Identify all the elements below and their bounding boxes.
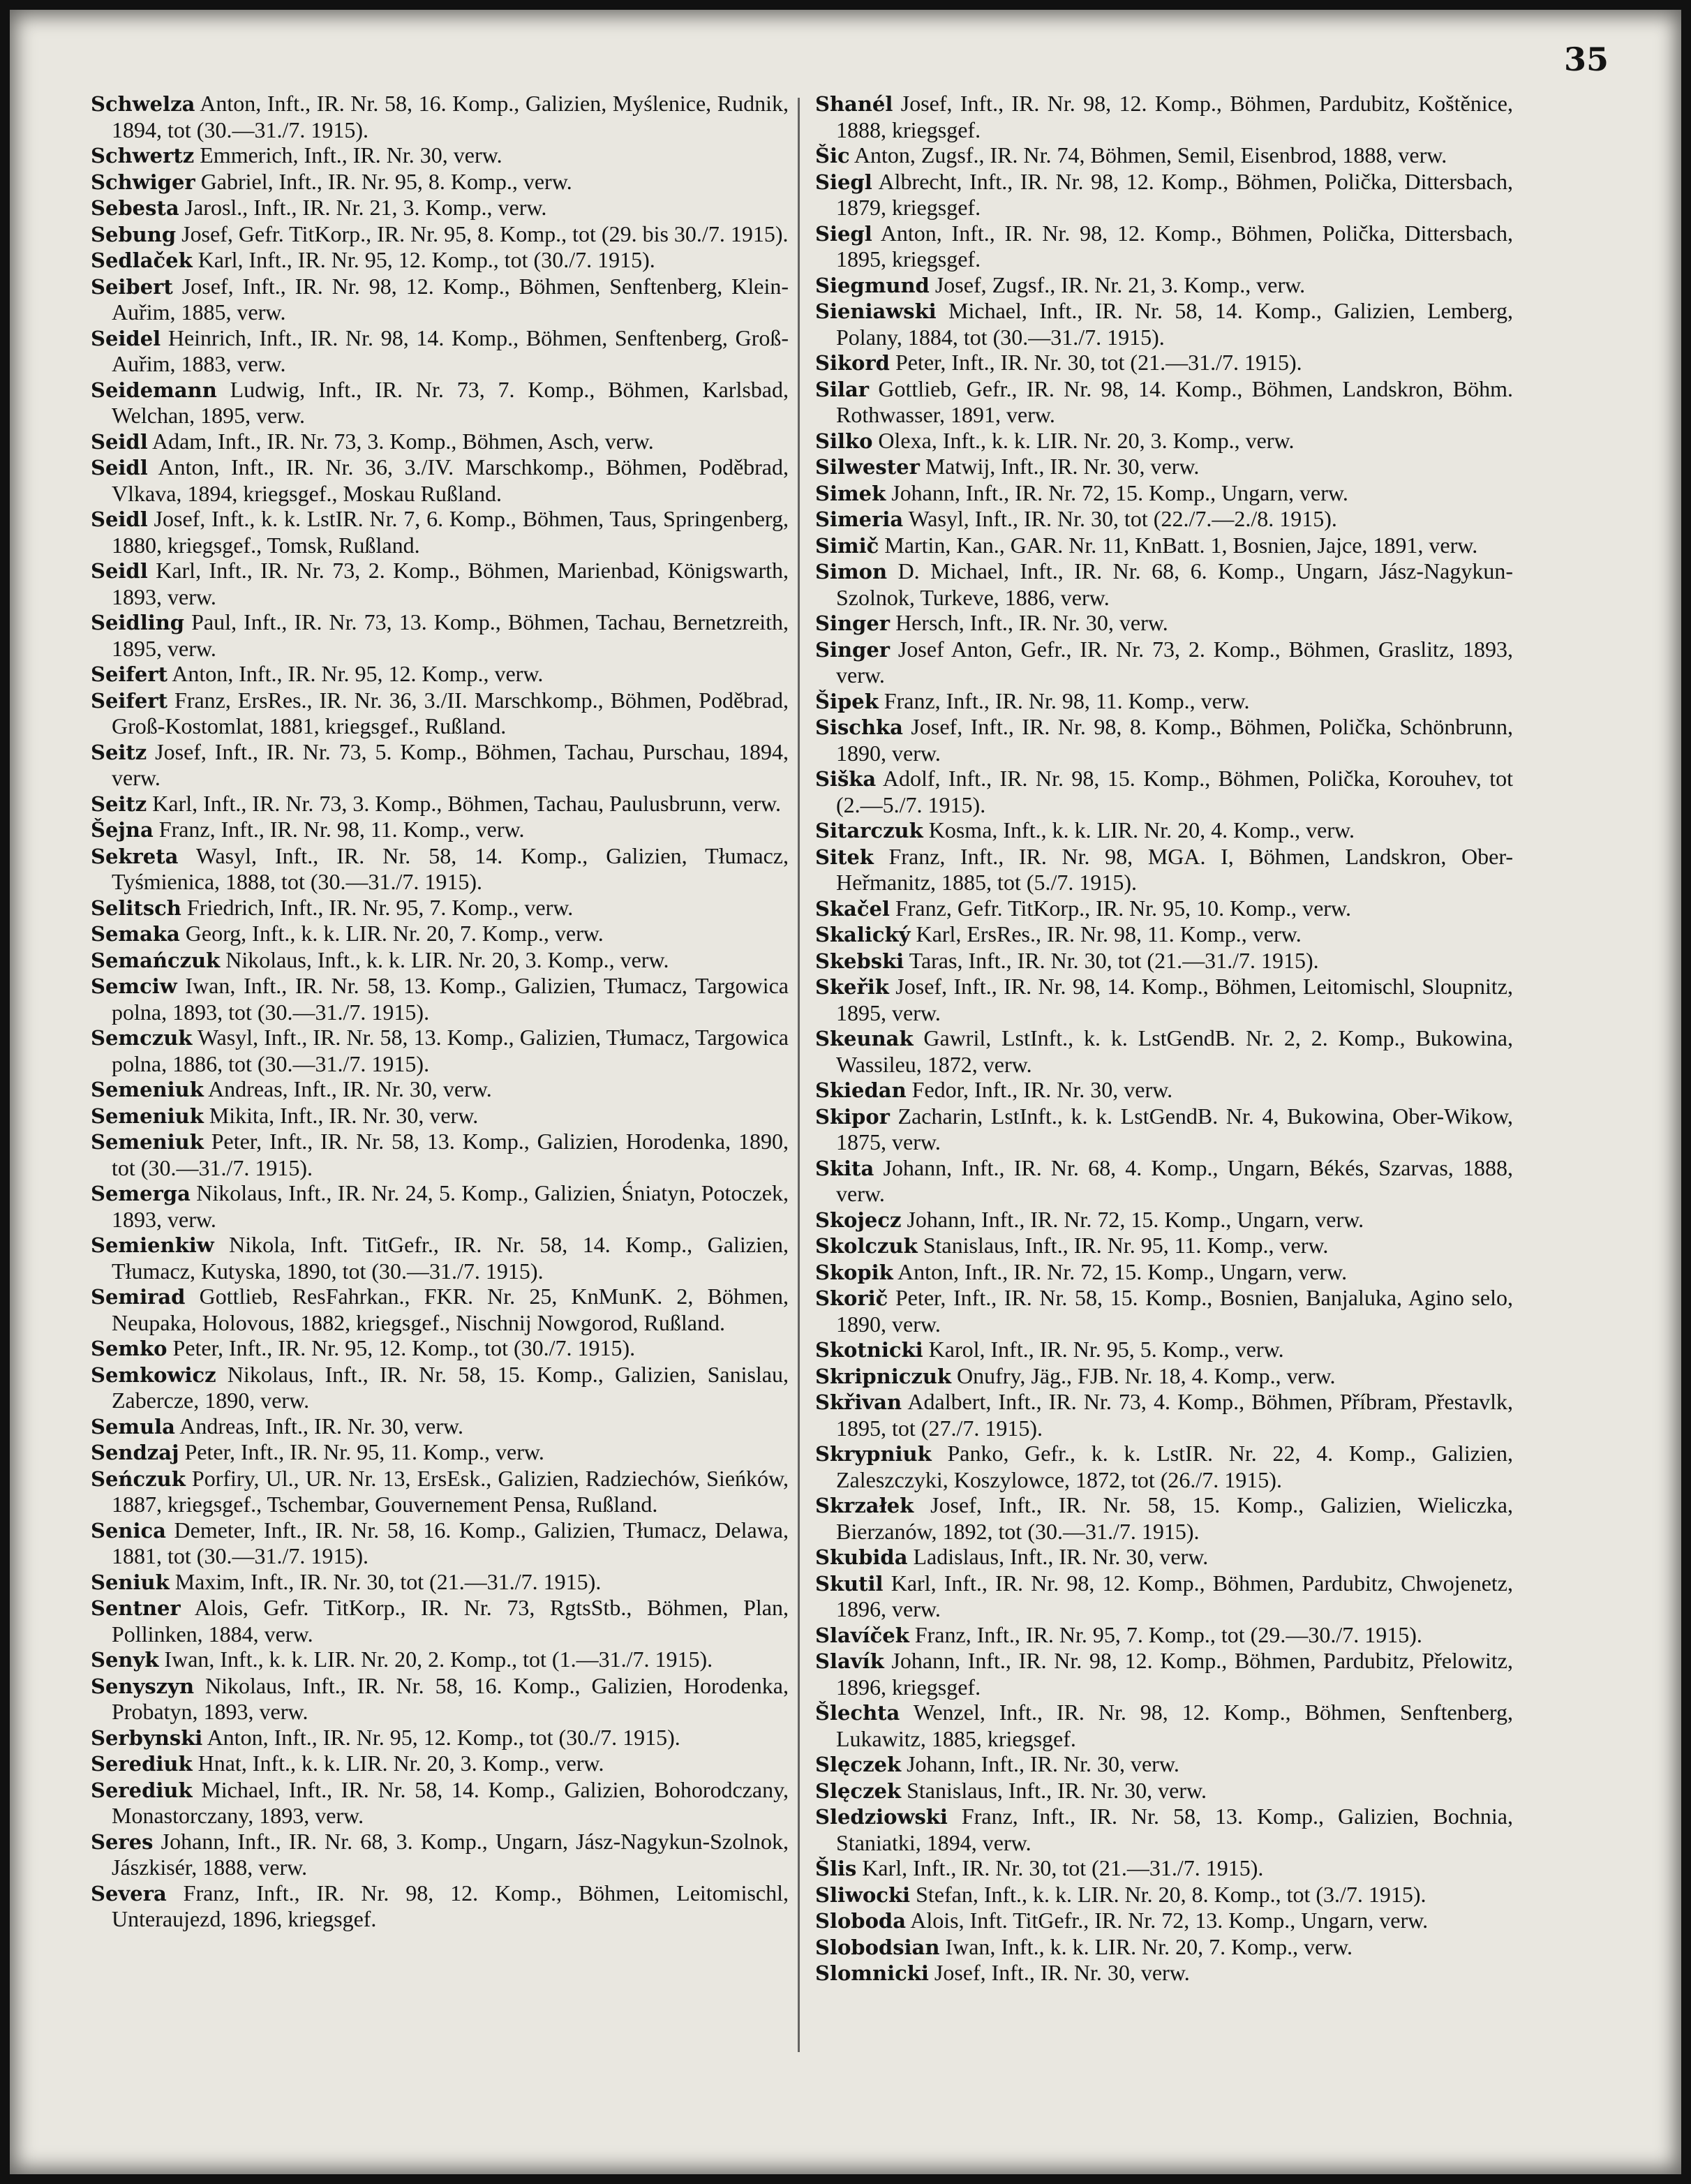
entry-details: Peter, Inft., IR. Nr. 95, 12. Komp., tot (30./7. 1915). — [167, 1335, 636, 1360]
register-entry — [815, 1285, 1513, 1337]
register-entry — [91, 1466, 789, 1517]
register-entry — [91, 1025, 789, 1076]
register-entry — [815, 1155, 1513, 1207]
entry-details: Mikita, Inft., IR. Nr. 30, verw. — [203, 1102, 479, 1128]
entry-surname: Skorič — [815, 1286, 888, 1310]
entry-surname: Skeřik — [815, 975, 889, 999]
entry-details: Franz, Inft., IR. Nr. 98, 11. Komp., verw. — [153, 817, 525, 842]
register-entry — [91, 142, 789, 169]
entry-details: Adolf, Inft., IR. Nr. 98, 15. Komp., Böhmen, Polička, Korouhev, tot (2.—5./7. 1915). — [836, 766, 1513, 817]
register-entry — [91, 1647, 789, 1673]
register-entry — [91, 1362, 789, 1413]
register-entry — [815, 1025, 1513, 1077]
entry-details: Maxim, Inft., IR. Nr. 30, tot (21.—31./7. 1915). — [169, 1568, 602, 1594]
entry-details: Josef, Gefr. TitKorp., IR. Nr. 95, 8. Komp., tot (29. bis 30./7. 1915). — [176, 221, 789, 246]
entry-details: Stanislaus, Inft., IR. Nr. 95, 11. Komp., verw. — [917, 1233, 1329, 1258]
entry-details: Franz, Inft., IR. Nr. 58, 13. Komp., Galizien, Bochnia, Staniatki, 1894, verw. — [836, 1804, 1513, 1855]
entry-surname: Seidl — [91, 456, 148, 480]
entry-details: Panko, Gefr., k. k. LstIR. Nr. 22, 4. Komp., Galizien, Zaleszczyki, Koszylowce, 1872, tot (26./7. 1915). — [836, 1441, 1513, 1492]
entry-details: Anton, Inft., IR. Nr. 36, 3./IV. Marschkomp., Böhmen, Poděbrad, Vlkava, 1894, kriegsgef., Moskau Rußland. — [112, 454, 789, 506]
entry-details: Kosma, Inft., k. k. LIR. Nr. 20, 4. Komp., verw. — [923, 817, 1355, 842]
entry-surname: Seńczuk — [91, 1466, 186, 1491]
entry-details: Friedrich, Inft., IR. Nr. 95, 7. Komp., verw. — [181, 894, 574, 920]
register-entry — [815, 1622, 1513, 1649]
register-entry — [815, 298, 1513, 350]
register-entry — [815, 1077, 1513, 1104]
entry-details: Josef, Inft., IR. Nr. 73, 5. Komp., Böhmen, Tachau, Purschau, 1894, verw. — [112, 738, 789, 790]
entry-details: Paul, Inft., IR. Nr. 73, 13. Komp., Böhmen, Tachau, Bernetzreith, 1895, verw. — [112, 609, 789, 661]
entry-surname: Seidling — [91, 611, 185, 634]
register-entry — [815, 1882, 1513, 1908]
register-entry — [91, 1129, 789, 1180]
entry-details: Josef, Inft., k. k. LstIR. Nr. 7, 6. Komp., Böhmen, Taus, Springenberg, 1880, kriegsgef., Tomsk, Rußland. — [112, 506, 789, 558]
register-entry — [91, 1180, 789, 1232]
entry-details: Anton, Zugsf., IR. Nr. 74, Böhmen, Semil, Eisenbrod, 1888, verw. — [849, 142, 1447, 168]
entry-surname: Slęczek — [815, 1753, 902, 1776]
entry-details: Johann, Inft., IR. Nr. 30, verw. — [901, 1751, 1179, 1776]
entry-details: Josef, Inft., IR. Nr. 98, 14. Komp., Böhmen, Leitomischl, Sloupnitz, 1895, verw. — [836, 974, 1513, 1025]
entry-details: Michael, Inft., IR. Nr. 58, 14. Komp., Galizien, Bohorodczany, Monastorczany, 1893, verw. — [112, 1776, 789, 1828]
entry-surname: Semerga — [91, 1182, 191, 1205]
entry-surname: Selitsch — [91, 896, 181, 920]
entry-surname: Silar — [815, 377, 870, 401]
register-entry — [815, 506, 1513, 533]
entry-details: Peter, Inft., IR. Nr. 95, 11. Komp., verw. — [179, 1439, 544, 1464]
register-entry — [91, 1413, 789, 1440]
entry-details: Ludwig, Inft., IR. Nr. 73, 7. Komp., Böhmen, Karlsbad, Welchan, 1895, verw. — [112, 376, 789, 428]
entry-details: Porfiry, Ul., UR. Nr. 13, ErsEsk., Galizien, Radziechów, Sieńków, 1887, kriegsgef., Tschembar, Gouvernement Pensa, Rußland. — [112, 1465, 789, 1517]
entry-details: Josef, Inft., IR. Nr. 58, 15. Komp., Galizien, Wieliczka, Bierzanów, 1892, tot (30.—31./7. 1915). — [836, 1492, 1513, 1544]
entry-details: Karl, Inft., IR. Nr. 73, 2. Komp., Böhmen, Marienbad, Königswarth, 1893, verw. — [112, 558, 789, 609]
entry-details: Peter, Inft., IR. Nr. 30, tot (21.—31./7. 1915). — [889, 350, 1302, 375]
register-entry — [815, 480, 1513, 507]
entry-surname: Sebesta — [91, 196, 179, 220]
register-entry — [815, 1570, 1513, 1622]
entry-surname: Šic — [815, 144, 850, 168]
entry-surname: Slavíček — [815, 1623, 909, 1647]
register-entry — [91, 1777, 789, 1829]
register-entry — [815, 1233, 1513, 1259]
register-entry — [815, 1441, 1513, 1492]
entry-surname: Semienkiw — [91, 1233, 214, 1257]
register-entry — [815, 428, 1513, 454]
entry-details: Karol, Inft., IR. Nr. 95, 5. Komp., verw. — [923, 1337, 1284, 1362]
entry-details: Stefan, Inft., k. k. LIR. Nr. 20, 8. Komp., tot (3./7. 1915). — [910, 1881, 1426, 1907]
register-entry — [91, 688, 789, 739]
register-entry — [815, 1648, 1513, 1700]
entry-details: Taras, Inft., IR. Nr. 30, tot (21.—31./7. 1915). — [904, 947, 1319, 973]
entry-details: Gottlieb, Gefr., IR. Nr. 98, 14. Komp., Böhmen, Landskron, Böhm. Rothwasser, 1891, verw. — [836, 376, 1513, 427]
register-entry — [91, 1751, 789, 1777]
entry-surname: Skutil — [815, 1571, 884, 1596]
entry-surname: Siegl — [815, 170, 872, 194]
entry-details: Karl, Inft., IR. Nr. 73, 3. Komp., Böhmen, Tachau, Paulusbrunn, verw. — [147, 790, 782, 816]
register-entry — [91, 325, 789, 377]
entry-surname: Schwiger — [91, 170, 195, 194]
register-entry — [91, 169, 789, 195]
register-entry — [91, 1284, 789, 1335]
entry-details: Matwij, Inft., IR. Nr. 30, verw. — [919, 454, 1200, 479]
register-entry — [815, 1207, 1513, 1233]
register-entry — [815, 1804, 1513, 1855]
entry-details: Peter, Inft., IR. Nr. 58, 13. Komp., Galizien, Horodenka, 1890, tot (30.—31./7. 1915). — [112, 1129, 789, 1180]
entry-details: Adalbert, Inft., IR. Nr. 73, 4. Komp., Böhmen, Příbram, Přestavlk, 1895, tot (27./7. 1915). — [836, 1389, 1513, 1441]
entry-details: D. Michael, Inft., IR. Nr. 68, 6. Komp., Ungarn, Jász-Nagykun-Szolnok, Turkeve, 1886, verw. — [836, 558, 1513, 610]
entry-surname: Skalický — [815, 923, 911, 946]
entry-surname: Schwelza — [91, 92, 195, 116]
entry-details: Gottlieb, ResFahrkan., FKR. Nr. 25, KnMunK. 2, Böhmen, Neupaka, Holovous, 1882, kriegsgef., Nischnij Nowgorod, Rußland. — [112, 1284, 789, 1335]
entry-surname: Sikord — [815, 351, 890, 375]
entry-surname: Senyszyn — [91, 1674, 195, 1698]
entry-surname: Semaka — [91, 922, 180, 946]
register-entry — [91, 895, 789, 921]
entry-details: Karl, Inft., IR. Nr. 95, 12. Komp., tot (30./7. 1915). — [192, 247, 655, 272]
register-entry — [91, 947, 789, 974]
entry-details: Michael, Inft., IR. Nr. 58, 14. Komp., Galizien, Lemberg, Polany, 1884, tot (30.—31./7. 1915). — [836, 298, 1513, 350]
entry-details: Johann, Inft., IR. Nr. 98, 12. Komp., Böhmen, Pardubitz, Přelowitz, 1896, kriegsgef. — [836, 1648, 1513, 1700]
entry-surname: Skřivan — [815, 1390, 902, 1414]
register-entry — [815, 1908, 1513, 1934]
entry-surname: Severa — [91, 1881, 167, 1906]
register-entry — [815, 221, 1513, 272]
entry-details: Georg, Inft., k. k. LIR. Nr. 20, 7. Komp., verw. — [179, 921, 604, 946]
entry-surname: Sischka — [815, 715, 903, 739]
entry-surname: Skojecz — [815, 1208, 902, 1232]
register-entry — [91, 661, 789, 688]
entry-details: Anton, Inft., IR. Nr. 95, 12. Komp., verw. — [167, 661, 544, 686]
entry-details: Karl, Inft., IR. Nr. 30, tot (21.—31./7. 1915). — [856, 1855, 1264, 1880]
register-entry — [91, 817, 789, 843]
register-entry — [91, 1103, 789, 1129]
register-entry — [815, 921, 1513, 948]
register-entry — [91, 843, 789, 895]
entry-details: Iwan, Inft., k. k. LIR. Nr. 20, 7. Komp., verw. — [939, 1933, 1353, 1959]
register-entry — [91, 609, 789, 661]
entry-surname: Skipor — [815, 1104, 890, 1129]
entry-surname: Seidemann — [91, 378, 217, 402]
entry-details: Karl, Inft., IR. Nr. 98, 12. Komp., Böhmen, Pardubitz, Chwojenetz, 1896, verw. — [836, 1570, 1513, 1621]
entry-surname: Slavík — [815, 1649, 884, 1673]
entry-details: Johann, Inft., IR. Nr. 72, 15. Komp., Ungarn, verw. — [901, 1206, 1364, 1232]
register-entry — [91, 274, 789, 325]
entry-surname: Schwertz — [91, 144, 195, 168]
entry-surname: Semciw — [91, 974, 177, 998]
entry-surname: Skrzałek — [815, 1494, 914, 1517]
register-entry — [815, 766, 1513, 817]
entry-details: Onufry, Jäg., FJB. Nr. 18, 4. Komp., verw. — [951, 1362, 1336, 1388]
column-left — [91, 91, 789, 1932]
entry-surname: Serediuk — [91, 1752, 193, 1776]
entry-details: Peter, Inft., IR. Nr. 58, 15. Komp., Bosnien, Banjaluka, Agino selo, 1890, verw. — [836, 1285, 1513, 1337]
entry-surname: Senica — [91, 1518, 166, 1543]
entry-surname: Skeunak — [815, 1027, 914, 1050]
entry-details: Wenzel, Inft., IR. Nr. 98, 12. Komp., Böhmen, Senftenberg, Lukawitz, 1885, kriegsgef. — [836, 1700, 1513, 1751]
register-entry — [91, 1880, 789, 1932]
entry-details: Adam, Inft., IR. Nr. 73, 3. Komp., Böhmen, Asch, verw. — [147, 428, 654, 454]
entry-surname: Skačel — [815, 896, 890, 921]
register-entry — [91, 973, 789, 1025]
register-entry — [815, 817, 1513, 844]
register-entry — [815, 1934, 1513, 1961]
register-entry — [815, 1104, 1513, 1155]
register-entry — [91, 429, 789, 455]
register-entry — [815, 1855, 1513, 1882]
entry-surname: Sentner — [91, 1596, 181, 1620]
entry-surname: Sebung — [91, 222, 177, 246]
register-entry — [91, 1569, 789, 1596]
column-right — [815, 91, 1513, 1986]
entry-details: Ladislaus, Inft., IR. Nr. 30, verw. — [907, 1544, 1209, 1569]
entry-details: Johann, Inft., IR. Nr. 68, 3. Komp., Ungarn, Jász-Nagykun-Szolnok, Jászkisér, 1888, verw. — [112, 1828, 789, 1880]
register-entry — [91, 195, 789, 221]
entry-details: Anton, Inft., IR. Nr. 95, 12. Komp., tot (30./7. 1915). — [202, 1724, 680, 1750]
register-entry — [815, 1960, 1513, 1986]
entry-surname: Slobodsian — [815, 1935, 940, 1959]
entry-surname: Sledziowski — [815, 1805, 948, 1829]
entry-surname: Singer — [815, 611, 891, 635]
entry-surname: Sendzaj — [91, 1441, 179, 1464]
entry-surname: Skita — [815, 1156, 874, 1180]
entry-surname: Skebski — [815, 949, 904, 973]
register-entry — [815, 91, 1513, 142]
register-entry — [815, 1363, 1513, 1390]
entry-details: Wasyl, Inft., IR. Nr. 30, tot (22./7.—2./8. 1915). — [903, 506, 1337, 531]
entry-details: Gawril, LstInft., k. k. LstGendB. Nr. 2, 2. Komp., Bukowina, Wassileu, 1872, verw. — [836, 1025, 1513, 1077]
entry-surname: Semirad — [91, 1285, 186, 1309]
entry-surname: Semczuk — [91, 1026, 193, 1050]
page-number: 35 — [1563, 40, 1609, 78]
entry-details: Demeter, Inft., IR. Nr. 58, 16. Komp., Galizien, Tłumacz, Delawa, 1881, tot (30.—31./7. 1915). — [112, 1517, 789, 1568]
entry-surname: Semeniuk — [91, 1078, 204, 1101]
entry-surname: Seifert — [91, 662, 168, 686]
register-entry — [815, 844, 1513, 896]
entry-details: Gabriel, Inft., IR. Nr. 95, 8. Komp., verw. — [195, 168, 572, 194]
register-entry — [815, 350, 1513, 376]
entry-details: Karl, ErsRes., IR. Nr. 98, 11. Komp., verw. — [910, 921, 1302, 946]
register-entry — [815, 1700, 1513, 1751]
entry-surname: Seidel — [91, 326, 161, 350]
register-entry — [91, 1725, 789, 1751]
register-entry — [91, 91, 789, 142]
entry-surname: Seidl — [91, 429, 148, 454]
entry-details: Heinrich, Inft., IR. Nr. 98, 14. Komp., Böhmen, Senftenberg, Groß-Auřim, 1883, verw. — [112, 325, 789, 376]
register-entry — [815, 896, 1513, 922]
entry-surname: Serbynski — [91, 1725, 203, 1750]
register-entry — [91, 1439, 789, 1466]
entry-details: Zacharin, LstInft., k. k. LstGendB. Nr. 4, Bukowina, Ober-Wikow, 1875, verw. — [836, 1103, 1513, 1154]
register-entry — [815, 714, 1513, 766]
entry-details: Franz, ErsRes., IR. Nr. 36, 3./II. Marschkomp., Böhmen, Poděbrad, Groß-Kostomlat, 1881, kriegsgef., Rußland. — [112, 687, 789, 738]
entry-details: Josef, Inft., IR. Nr. 98, 12. Komp., Böhmen, Pardubitz, Koštěnice, 1888, kriegsgef. — [836, 91, 1513, 142]
register-entry — [815, 558, 1513, 610]
register-entry — [91, 506, 789, 558]
register-entry — [815, 533, 1513, 559]
entry-details: Stanislaus, Inft., IR. Nr. 30, verw. — [901, 1777, 1207, 1803]
register-entry — [815, 610, 1513, 637]
entry-surname: Seidl — [91, 507, 148, 531]
entry-details: Franz, Inft., IR. Nr. 98, MGA. I, Böhmen, Landskron, Ober-Heřmanitz, 1885, tot (5./7. 1915). — [836, 843, 1513, 895]
register-entry — [815, 454, 1513, 480]
register-entry — [815, 637, 1513, 688]
entry-details: Iwan, Inft., k. k. LIR. Nr. 20, 2. Komp., tot (1.—31./7. 1915). — [158, 1647, 713, 1672]
entry-details: Johann, Inft., IR. Nr. 72, 15. Komp., Ungarn, verw. — [886, 480, 1348, 505]
register-entry — [815, 1492, 1513, 1544]
entry-details: Franz, Gefr. TitKorp., IR. Nr. 95, 10. Komp., verw. — [889, 895, 1351, 921]
register-entry — [91, 558, 789, 609]
register-entry — [91, 1335, 789, 1362]
register-entry — [815, 142, 1513, 169]
entry-surname: Simeria — [815, 507, 904, 531]
entry-details: Nikolaus, Inft., IR. Nr. 58, 16. Komp., Galizien, Horodenka, Probatyn, 1893, verw. — [112, 1672, 789, 1724]
entry-details: Iwan, Inft., IR. Nr. 58, 13. Komp., Galizien, Tłumacz, Targowica polna, 1893, tot (30.—31./7. 1915). — [112, 973, 789, 1025]
register-entry — [815, 1337, 1513, 1363]
entry-details: Franz, Inft., IR. Nr. 95, 7. Komp., tot (29.—30./7. 1915). — [909, 1621, 1422, 1647]
entry-details: Wasyl, Inft., IR. Nr. 58, 13. Komp., Galizien, Tłumacz, Targowica polna, 1886, tot (30.—31./7. 1915). — [112, 1025, 789, 1076]
entry-surname: Simek — [815, 481, 886, 505]
entry-surname: Seifert — [91, 688, 168, 713]
entry-details: Johann, Inft., IR. Nr. 68, 4. Komp., Ungarn, Békés, Szarvas, 1888, verw. — [836, 1154, 1513, 1206]
register-entry — [815, 1751, 1513, 1778]
entry-surname: Serediuk — [91, 1778, 193, 1802]
column-divider — [798, 98, 800, 2052]
register-entry — [815, 948, 1513, 974]
entry-surname: Semko — [91, 1337, 167, 1360]
register-entry — [815, 974, 1513, 1025]
entry-surname: Sliwocki — [815, 1882, 911, 1907]
entry-surname: Seniuk — [91, 1570, 170, 1594]
entry-surname: Sekreta — [91, 844, 179, 868]
entry-details: Emmerich, Inft., IR. Nr. 30, verw. — [194, 142, 502, 168]
entry-surname: Šlechta — [815, 1701, 900, 1725]
entry-surname: Šejna — [91, 818, 154, 842]
entry-details: Wasyl, Inft., IR. Nr. 58, 14. Komp., Galizien, Tłumacz, Tyśmienica, 1888, tot (30.—31./7. 1915). — [112, 842, 789, 894]
entry-details: Josef, Inft., IR. Nr. 98, 8. Komp., Böhmen, Polička, Schönbrunn, 1890, verw. — [836, 714, 1513, 766]
register-entry — [815, 688, 1513, 715]
entry-surname: Seitz — [91, 792, 147, 816]
entry-details: Andreas, Inft., IR. Nr. 30, verw. — [203, 1076, 492, 1101]
entry-details: Nikolaus, Inft., IR. Nr. 24, 5. Komp., Galizien, Śniatyn, Potoczek, 1893, verw. — [112, 1180, 789, 1232]
entry-surname: Seres — [91, 1829, 154, 1854]
register-entry — [91, 221, 789, 248]
register-entry — [91, 1076, 789, 1103]
entry-details: Josef, Zugsf., IR. Nr. 21, 3. Komp., verw. — [929, 272, 1306, 297]
register-entry — [91, 1517, 789, 1569]
entry-surname: Silko — [815, 429, 873, 453]
entry-surname: Skolczuk — [815, 1234, 918, 1258]
register-entry — [91, 454, 789, 506]
entry-surname: Semula — [91, 1414, 175, 1439]
entry-surname: Sloboda — [815, 1909, 906, 1933]
entry-details: Jarosl., Inft., IR. Nr. 21, 3. Komp., verw. — [179, 195, 547, 220]
register-entry — [91, 739, 789, 791]
register-entry — [91, 921, 789, 947]
register-entry — [91, 377, 789, 429]
entry-details: Josef, Inft., IR. Nr. 98, 12. Komp., Böhmen, Senftenberg, Klein-Auřim, 1885, verw. — [112, 273, 789, 325]
entry-details: Nikolaus, Inft., IR. Nr. 58, 15. Komp., Galizien, Sanislau, Zabercze, 1890, verw. — [112, 1361, 789, 1413]
register-entry — [91, 1829, 789, 1880]
entry-details: Alois, Inft. TitGefr., IR. Nr. 72, 13. Komp., Ungarn, verw. — [906, 1908, 1429, 1933]
entry-details: Hersch, Inft., IR. Nr. 30, verw. — [890, 610, 1168, 635]
entry-surname: Semeniuk — [91, 1104, 204, 1128]
register-entry — [91, 791, 789, 817]
entry-surname: Silwester — [815, 455, 920, 479]
entry-details: Martin, Kan., GAR. Nr. 11, KnBatt. 1, Bosnien, Jajce, 1891, verw. — [879, 532, 1478, 558]
entry-surname: Senyk — [91, 1648, 159, 1672]
entry-details: Anton, Inft., IR. Nr. 72, 15. Komp., Ungarn, verw. — [893, 1258, 1348, 1284]
entry-details: Franz, Inft., IR. Nr. 98, 11. Komp., verw. — [878, 688, 1250, 713]
entry-surname: Sieniawski — [815, 299, 937, 323]
entry-surname: Siegmund — [815, 273, 930, 297]
register-entry — [815, 1259, 1513, 1286]
entry-surname: Skrypniuk — [815, 1442, 932, 1466]
entry-surname: Simič — [815, 533, 879, 558]
entry-surname: Semeniuk — [91, 1130, 204, 1154]
register-entry — [91, 247, 789, 274]
entry-surname: Slomnicki — [815, 1961, 929, 1985]
entry-details: Nikola, Inft. TitGefr., IR. Nr. 58, 14. Komp., Galizien, Tłumacz, Kutyska, 1890, tot (30.—31./7. 1915). — [112, 1232, 789, 1284]
entry-surname: Seibert — [91, 274, 173, 299]
entry-surname: Šlis — [815, 1857, 857, 1880]
entry-surname: Siška — [815, 767, 877, 791]
entry-surname: Sitek — [815, 845, 874, 869]
entry-surname: Skotnicki — [815, 1338, 923, 1362]
entry-surname: Šipek — [815, 689, 879, 713]
register-entry — [815, 1778, 1513, 1804]
register-entry — [815, 376, 1513, 428]
entry-surname: Semańczuk — [91, 948, 221, 972]
entry-details: Fedor, Inft., IR. Nr. 30, verw. — [906, 1077, 1173, 1102]
entry-details: Anton, Inft., IR. Nr. 98, 12. Komp., Böhmen, Polička, Dittersbach, 1895, kriegsgef. — [836, 220, 1513, 272]
register-entry — [91, 1595, 789, 1647]
register-entry — [815, 272, 1513, 299]
entry-surname: Skubida — [815, 1545, 908, 1569]
entry-surname: Sedlaček — [91, 248, 193, 272]
entry-surname: Singer — [815, 637, 891, 662]
entry-surname: Simon — [815, 560, 888, 584]
entry-surname: Shanél — [815, 92, 893, 116]
entry-surname: Skopik — [815, 1260, 893, 1284]
entry-details: Albrecht, Inft., IR. Nr. 98, 12. Komp., Böhmen, Polička, Dittersbach, 1879, kriegsgef. — [836, 168, 1513, 220]
entry-surname: Seitz — [91, 740, 147, 764]
entry-surname: Skiedan — [815, 1078, 907, 1102]
entry-details: Josef, Inft., IR. Nr. 30, verw. — [928, 1960, 1190, 1985]
entry-details: Nikolaus, Inft., k. k. LIR. Nr. 20, 3. Komp., verw. — [220, 946, 669, 972]
register-entry — [815, 1389, 1513, 1441]
entry-surname: Siegl — [815, 221, 872, 246]
entry-details: Andreas, Inft., IR. Nr. 30, verw. — [174, 1413, 463, 1439]
entry-surname: Skripniczuk — [815, 1364, 952, 1388]
register-entry — [91, 1232, 789, 1284]
entry-details: Hnat, Inft., k. k. LIR. Nr. 20, 3. Komp., verw. — [192, 1751, 604, 1776]
entry-details: Anton, Inft., IR. Nr. 58, 16. Komp., Galizien, Myślenice, Rudnik, 1894, tot (30.—31./7. 1915). — [112, 91, 789, 142]
entry-surname: Slęczek — [815, 1778, 902, 1803]
entry-details: Franz, Inft., IR. Nr. 98, 12. Komp., Böhmen, Leitomischl, Unteraujezd, 1896, kriegsgef. — [112, 1880, 789, 1931]
entry-details: Olexa, Inft., k. k. LIR. Nr. 20, 3. Komp., verw. — [872, 427, 1295, 453]
entry-details: Alois, Gefr. TitKorp., IR. Nr. 73, RgtsStb., Böhmen, Plan, Pollinken, 1884, verw. — [112, 1595, 789, 1647]
entry-surname: Semkowicz — [91, 1362, 216, 1387]
register-entry — [815, 1544, 1513, 1570]
register-entry — [815, 169, 1513, 221]
entry-surname: Seidl — [91, 559, 148, 583]
entry-details: Josef Anton, Gefr., IR. Nr. 73, 2. Komp., Böhmen, Graslitz, 1893, verw. — [836, 636, 1513, 688]
entry-surname: Sitarczuk — [815, 819, 923, 842]
register-entry — [91, 1673, 789, 1725]
